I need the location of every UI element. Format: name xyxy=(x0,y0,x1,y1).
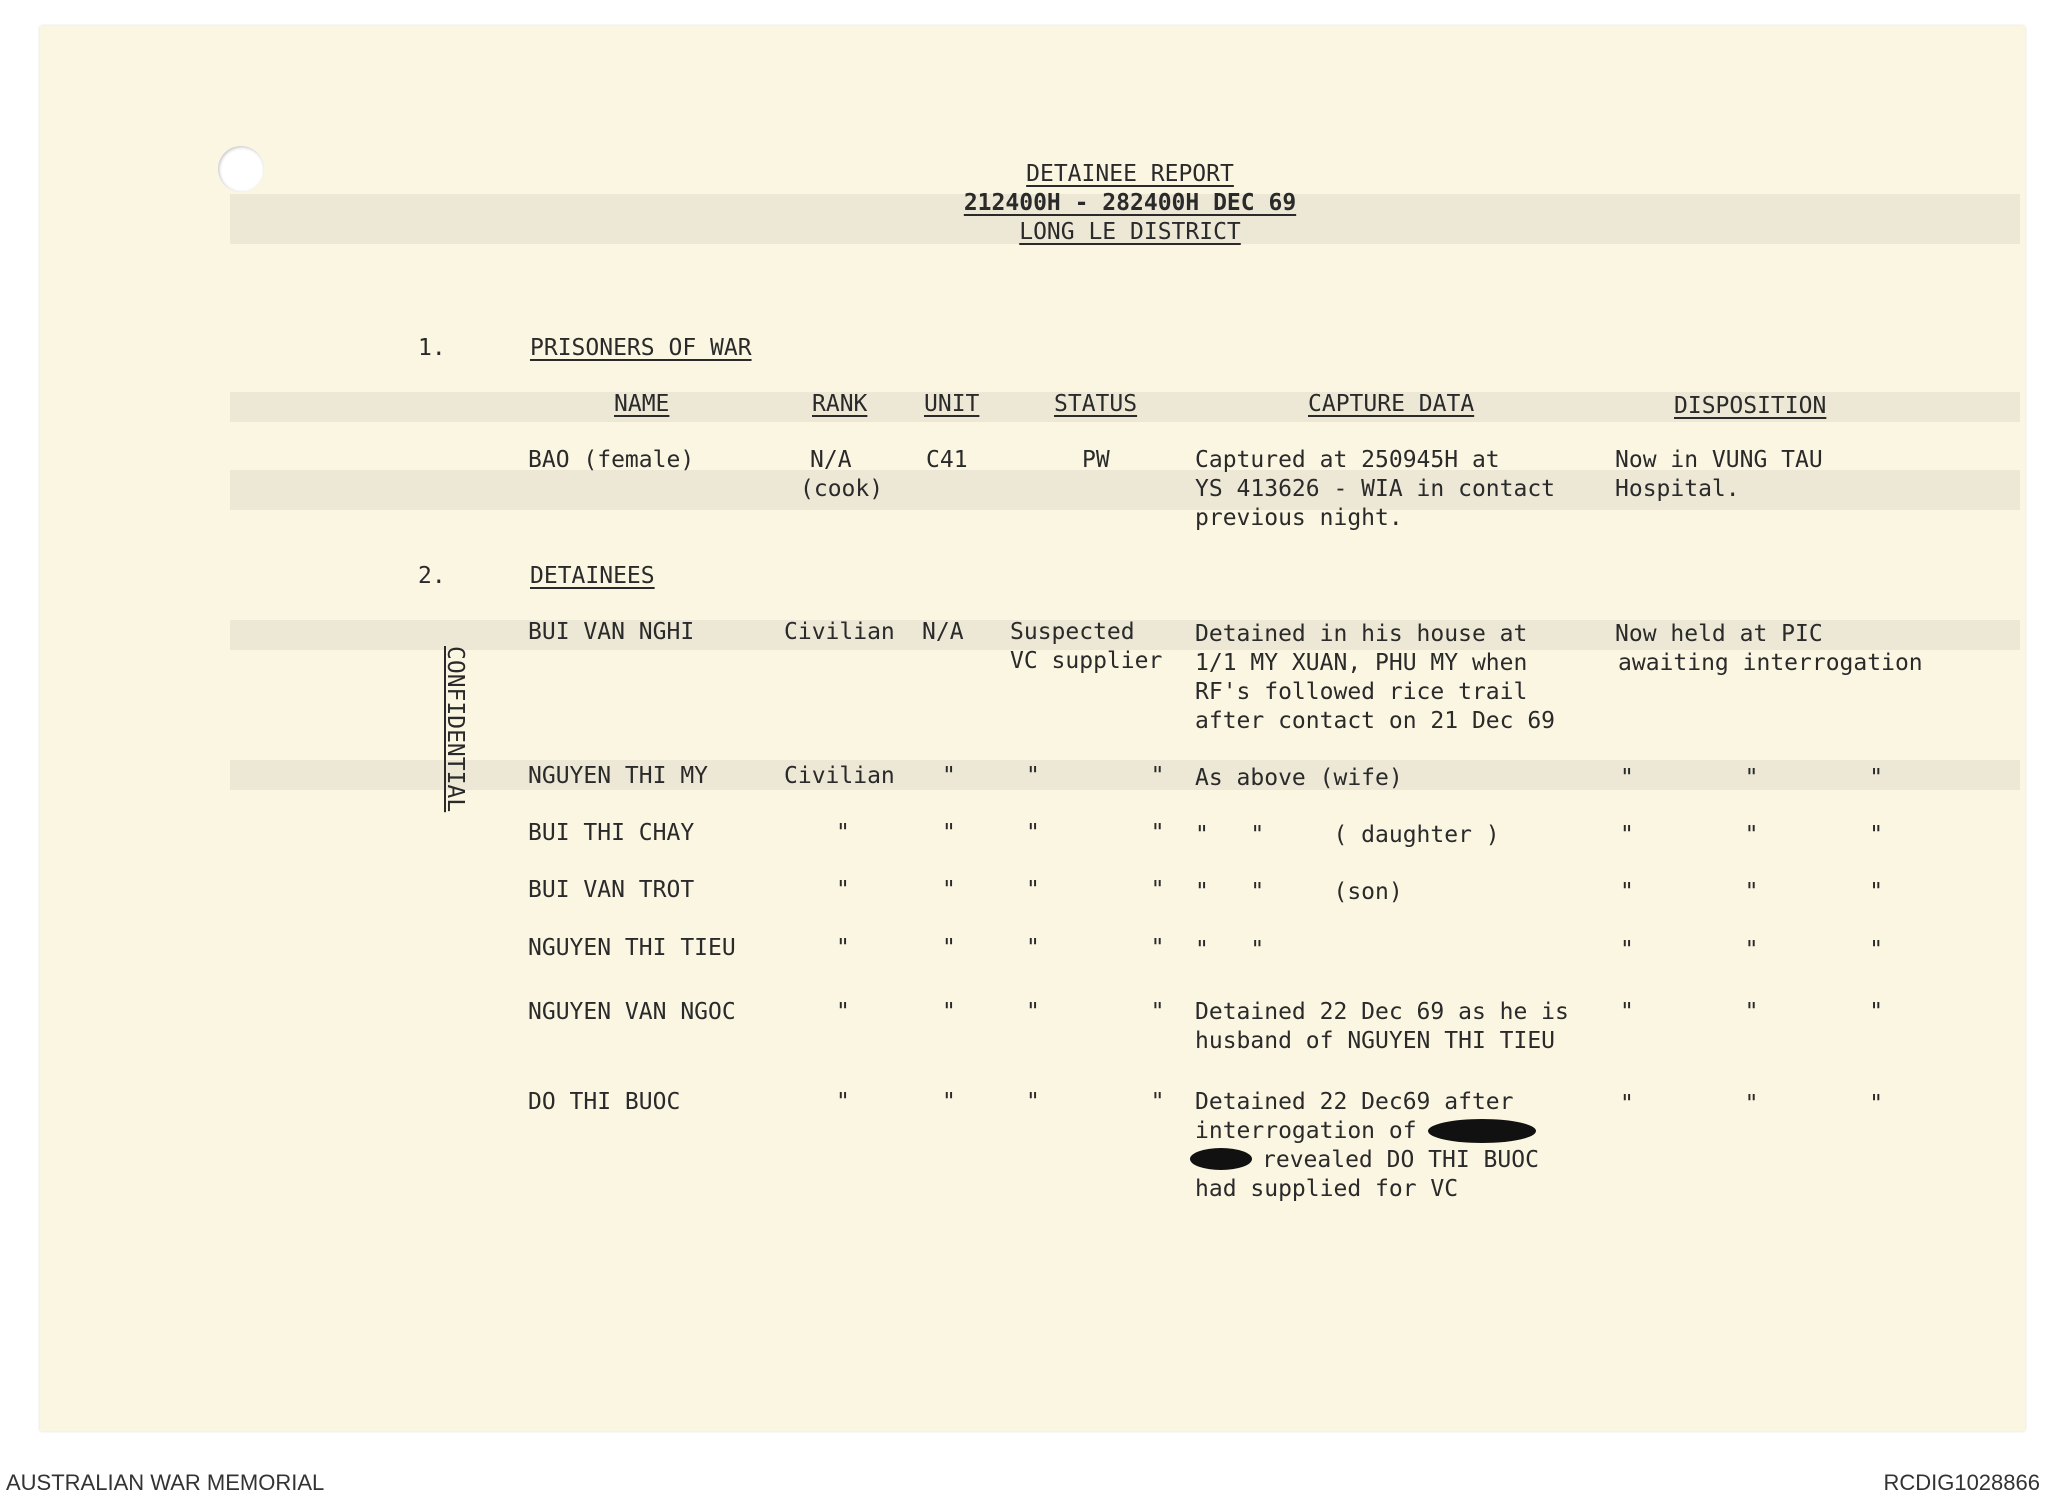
section-1-number: 1. xyxy=(418,335,446,361)
detainee-rank: Civilian xyxy=(784,619,895,645)
detainee-status-line: Suspected xyxy=(1010,619,1135,645)
detainee-status: " " xyxy=(1026,820,1165,846)
detainee-capture-line: RF's followed rice trail xyxy=(1195,679,1528,705)
detainee-capture-line: husband of NGUYEN THI TIEU xyxy=(1195,1028,1556,1054)
detainee-rank: " xyxy=(836,877,850,903)
column-header-name: NAME xyxy=(614,391,670,417)
detainee-name: BUI THI CHAY xyxy=(528,820,695,846)
detainee-disposition: " " " xyxy=(1620,822,1884,848)
footer-record-id: RCDIG1028866 xyxy=(1883,1470,2040,1495)
detainee-unit: " xyxy=(942,935,956,961)
detainee-unit: " xyxy=(942,820,956,846)
detainee-capture-line: after contact on 21 Dec 69 xyxy=(1195,708,1556,734)
detainee-rank: " xyxy=(836,999,850,1025)
punch-hole xyxy=(218,146,264,192)
detainee-capture: " " xyxy=(1195,937,1265,963)
detainee-capture-line: Detained 22 Dec 69 as he is xyxy=(1195,999,1569,1025)
detainee-capture-line: revealed DO THI BUOC xyxy=(1262,1147,1539,1173)
pow-name: BAO (female) xyxy=(528,447,695,473)
column-header-unit: UNIT xyxy=(924,391,980,417)
pow-disposition-line: Now in VUNG TAU xyxy=(1615,447,1823,473)
detainee-status: " " xyxy=(1026,763,1165,789)
detainee-capture-line: 1/1 MY XUAN, PHU MY when xyxy=(1195,650,1528,676)
detainee-capture-line: Detained 22 Dec69 after xyxy=(1195,1089,1514,1115)
detainee-unit: " xyxy=(942,877,956,903)
detainee-rank: " xyxy=(836,820,850,846)
detainee-capture-line: had supplied for VC xyxy=(1195,1176,1459,1202)
detainee-disposition-line: Now held at PIC xyxy=(1615,621,1823,647)
report-period: 212400H - 282400H DEC 69 xyxy=(963,190,1297,216)
detainee-unit: " xyxy=(942,1089,956,1115)
pow-status: PW xyxy=(1082,447,1110,473)
detainee-name: DO THI BUOC xyxy=(528,1089,681,1115)
section-2-heading: DETAINEES xyxy=(530,563,655,589)
pow-rank-note: (cook) xyxy=(800,476,884,502)
detainee-name: NGUYEN THI MY xyxy=(528,763,709,789)
pow-capture-line: previous night. xyxy=(1195,505,1403,531)
detainee-rank: Civilian xyxy=(784,763,895,789)
redaction-mark xyxy=(1428,1119,1536,1143)
pow-disposition-line: Hospital. xyxy=(1615,476,1740,502)
column-header-status: STATUS xyxy=(1054,391,1138,417)
report-district: LONG LE DISTRICT xyxy=(1019,219,1241,245)
detainee-name: NGUYEN VAN NGOC xyxy=(528,999,736,1025)
detainee-rank: " xyxy=(836,935,850,961)
report-title: DETAINEE REPORT xyxy=(1026,161,1234,187)
column-header-disposition: DISPOSITION xyxy=(1674,393,1827,419)
detainee-unit: " xyxy=(942,999,956,1025)
detainee-status: " " xyxy=(1026,877,1165,903)
redaction-mark xyxy=(1190,1148,1252,1170)
pow-unit: C41 xyxy=(926,447,968,473)
detainee-status: " " xyxy=(1026,935,1165,961)
detainee-unit: " xyxy=(942,763,956,789)
detainee-rank: " xyxy=(836,1089,850,1115)
detainee-disposition: " " " xyxy=(1620,1091,1884,1117)
section-2-number: 2. xyxy=(418,563,446,589)
detainee-status: " " xyxy=(1026,999,1165,1025)
detainee-disposition: " " " xyxy=(1620,765,1884,791)
detainee-unit: N/A xyxy=(922,619,964,645)
detainee-disposition: " " " xyxy=(1620,937,1884,963)
detainee-capture-line: interrogation of xyxy=(1195,1118,1417,1144)
section-1-heading: PRISONERS OF WAR xyxy=(530,335,752,361)
detainee-name: BUI VAN TROT xyxy=(528,877,695,903)
detainee-name: BUI VAN NGHI xyxy=(528,619,695,645)
column-header-rank: RANK xyxy=(812,391,868,417)
detainee-capture: As above (wife) xyxy=(1195,765,1403,791)
pow-rank: N/A xyxy=(810,447,852,473)
detainee-name: NGUYEN THI TIEU xyxy=(528,935,736,961)
column-header-capture-data: CAPTURE DATA xyxy=(1308,391,1475,417)
pow-capture-line: YS 413626 - WIA in contact xyxy=(1195,476,1556,502)
bleed-through-band xyxy=(230,470,2020,510)
detainee-disposition: " " " xyxy=(1620,879,1884,905)
pow-capture-line: Captured at 250945H at xyxy=(1195,447,1500,473)
detainee-status: " " xyxy=(1026,1089,1165,1115)
detainee-status-line: VC supplier xyxy=(1010,648,1163,674)
detainee-capture: " " ( daughter ) xyxy=(1195,822,1500,848)
detainee-capture-line: Detained in his house at xyxy=(1195,621,1528,647)
detainee-disposition: " " " xyxy=(1620,999,1884,1025)
detainee-capture: " " (son) xyxy=(1195,879,1403,905)
detainee-disposition-line: awaiting interrogation xyxy=(1618,650,1923,676)
confidential-stamp: CONFIDENTIAL xyxy=(442,646,468,813)
footer-archive-name: AUSTRALIAN WAR MEMORIAL xyxy=(6,1470,325,1495)
